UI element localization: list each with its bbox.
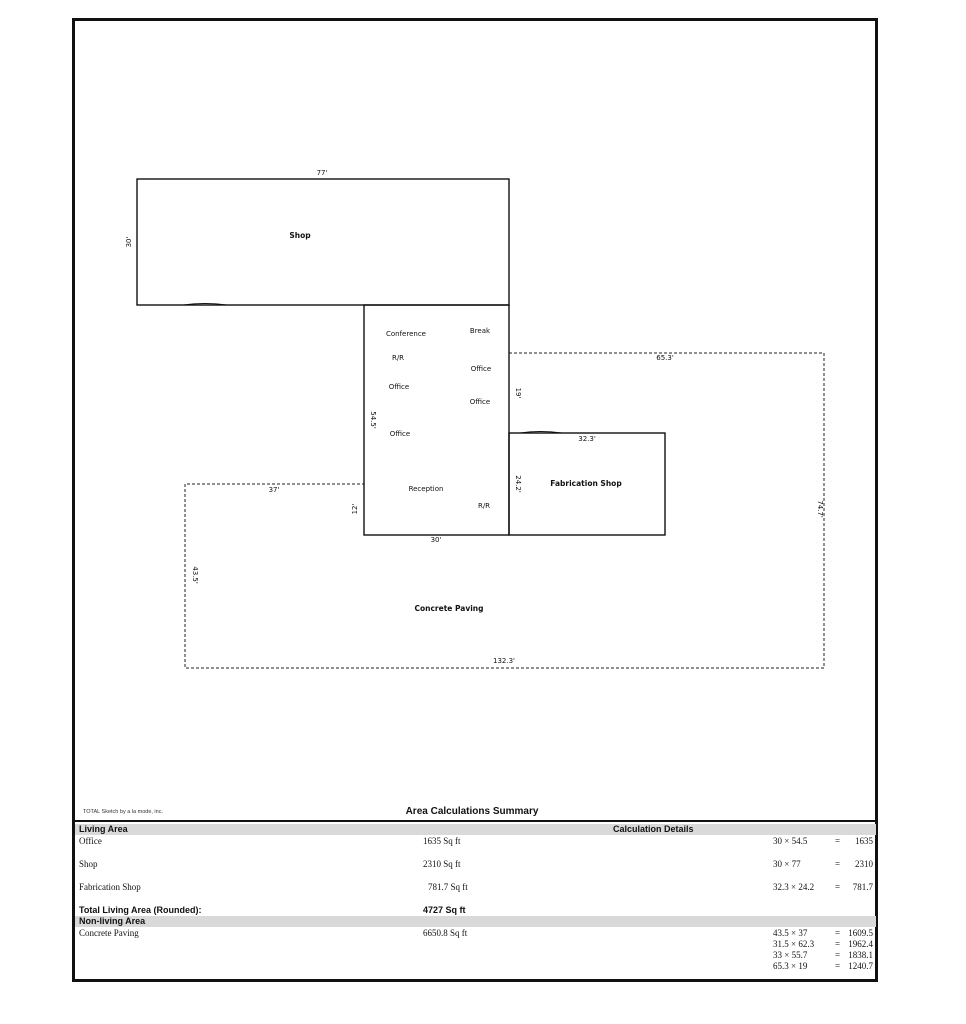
calc-value: 2310 xyxy=(855,859,873,869)
calculation-line xyxy=(773,928,873,938)
calc-expression: 33 × 55.7 xyxy=(773,950,808,960)
shop-room xyxy=(137,179,509,305)
area-row-value: 1635 Sq ft xyxy=(423,836,461,846)
area-row-name: Office xyxy=(79,836,102,846)
room-label-break: Break xyxy=(469,327,491,335)
dimension-label: 19' xyxy=(514,387,522,399)
office-room xyxy=(364,305,509,535)
area-row-name: Fabrication Shop xyxy=(79,882,141,892)
room-label-office: Office xyxy=(388,383,410,391)
calc-equals: = xyxy=(835,950,841,960)
dimension-label: 74.7' xyxy=(816,500,824,518)
room-label-shop: Shop xyxy=(289,231,311,240)
dimension-label: 54.5' xyxy=(369,411,377,429)
room-label-office: Office xyxy=(470,365,492,373)
room-label-concrete-paving: Concrete Paving xyxy=(414,604,484,613)
calculation-line xyxy=(773,939,873,949)
calc-expression: 30 × 54.5 xyxy=(773,836,808,846)
room-label-fabrication-shop: Fabrication Shop xyxy=(550,479,622,488)
calc-value: 1609.5 xyxy=(848,928,873,938)
calculation-line xyxy=(773,836,873,846)
dimension-label: 77' xyxy=(316,169,328,177)
non-living-area-header-band xyxy=(75,916,876,927)
sketch-credit: TOTAL Sketch by a la mode, inc. xyxy=(83,809,163,815)
room-label-office: Office xyxy=(389,430,411,438)
calc-equals: = xyxy=(835,928,841,938)
non-living-area-header: Non-living Area xyxy=(79,916,146,926)
calc-expression: 30 × 77 xyxy=(773,859,801,869)
living-area-header: Living Area xyxy=(79,824,128,834)
calc-equals: = xyxy=(835,939,841,949)
dimension-label: 32.3' xyxy=(578,435,596,443)
room-label-restroom: R/R xyxy=(477,502,491,510)
calculation-details-header: Calculation Details xyxy=(613,824,694,834)
dimension-label: 37' xyxy=(268,486,280,494)
calc-expression: 65.3 × 19 xyxy=(773,961,808,971)
calc-value: 781.7 xyxy=(852,882,873,892)
dimension-label: 132.3' xyxy=(493,657,515,665)
total-living-area-label: Total Living Area (Rounded): xyxy=(79,905,202,915)
calc-equals: = xyxy=(835,859,841,869)
calc-value: 1838.1 xyxy=(848,950,873,960)
calc-equals: = xyxy=(835,882,841,892)
calculation-line xyxy=(773,950,873,960)
area-row-value: 2310 Sq ft xyxy=(423,859,461,869)
dimension-label: 65.3' xyxy=(656,354,674,362)
room-label-conference: Conference xyxy=(385,330,427,338)
living-area-header-band xyxy=(75,824,876,835)
calc-equals: = xyxy=(835,836,841,846)
area-row-value: 781.7 Sq ft xyxy=(428,882,468,892)
calc-value: 1240.7 xyxy=(848,961,873,971)
calc-expression: 43.5 × 37 xyxy=(773,928,808,938)
room-label-office: Office xyxy=(469,398,491,406)
summary-title: Area Calculations Summary xyxy=(405,806,539,817)
total-living-area-value: 4727 Sq ft xyxy=(423,905,466,915)
dimension-label: 30' xyxy=(430,536,442,544)
dimension-label: 12' xyxy=(351,503,359,515)
summary-divider xyxy=(72,820,878,822)
calculation-line xyxy=(773,961,873,971)
calc-value: 1962.4 xyxy=(848,939,873,949)
room-label-restroom: R/R xyxy=(391,354,405,362)
dimension-label: 30' xyxy=(125,236,133,248)
calc-expression: 32.3 × 24.2 xyxy=(773,882,815,892)
area-row-value: 6650.8 Sq ft xyxy=(423,928,468,938)
concrete-paving-outline xyxy=(185,353,824,668)
calc-value: 1635 xyxy=(855,836,873,846)
calc-equals: = xyxy=(835,961,841,971)
area-row-name: Concrete Paving xyxy=(79,928,139,938)
dimension-label: 24.2' xyxy=(514,475,522,493)
calc-expression: 31.5 × 62.3 xyxy=(773,939,815,949)
area-row-name: Shop xyxy=(79,859,98,869)
room-label-reception: Reception xyxy=(408,485,444,493)
dimension-label: 43.5' xyxy=(191,566,199,584)
calculation-line xyxy=(773,859,873,869)
calculation-line xyxy=(773,882,873,892)
